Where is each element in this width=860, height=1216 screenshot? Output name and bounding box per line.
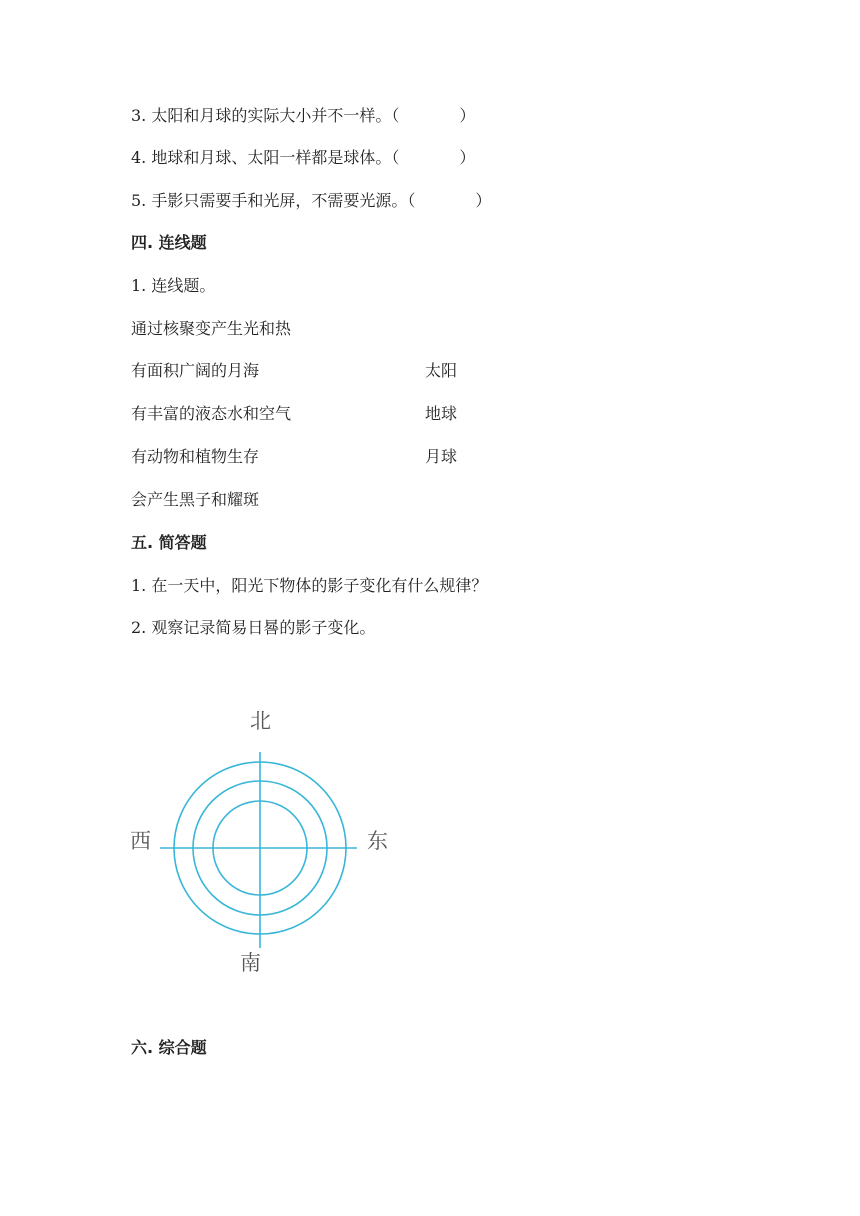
- answer-paren-close: ）: [459, 148, 476, 167]
- answer-paren-open: （: [391, 106, 400, 125]
- matching-left-item[interactable]: 会产生黑子和耀斑: [131, 490, 260, 509]
- matching-right-item[interactable]: 地球: [425, 404, 458, 423]
- direction-east-label: 东: [367, 829, 388, 853]
- answer-paren-close: ）: [459, 106, 476, 125]
- short-answer-question-1: 1. 在一天中，阳光下物体的影子变化有什么规律？: [131, 576, 488, 595]
- matching-row: [131, 404, 631, 424]
- section-heading-matching: 四. 连线题: [131, 233, 207, 252]
- question-5: [131, 191, 491, 211]
- short-answer-question-2: 2. 观察记录简易日晷的影子变化。: [131, 618, 376, 637]
- matching-left-item[interactable]: 有动物和植物生存: [131, 447, 260, 466]
- matching-question: 1. 连线题。: [131, 276, 216, 295]
- answer-paren-open: （: [407, 191, 416, 210]
- section-heading-short-answer: 五. 简答题: [131, 533, 207, 552]
- matching-row: [131, 447, 631, 467]
- matching-right-item[interactable]: 太阳: [425, 361, 458, 380]
- section-heading-comprehensive: 六. 综合题: [131, 1038, 207, 1057]
- direction-north-label: 北: [250, 709, 271, 733]
- question-text: 5. 手影只需要手和光屏，不需要光源。: [131, 191, 408, 210]
- direction-west-label: 西: [130, 829, 151, 853]
- matching-left-item[interactable]: 有丰富的液态水和空气: [131, 404, 292, 423]
- matching-left-item[interactable]: 通过核聚变产生光和热: [131, 319, 292, 338]
- question-3: [131, 106, 475, 126]
- sundial-svg: [120, 700, 420, 990]
- answer-paren-open: （: [391, 148, 400, 167]
- direction-south-label: 南: [240, 951, 261, 975]
- question-text: 4. 地球和月球、太阳一样都是球体。: [131, 148, 392, 167]
- answer-paren-close: ）: [475, 191, 492, 210]
- matching-left-item[interactable]: 有面积广阔的月海: [131, 361, 260, 380]
- matching-right-item[interactable]: 月球: [425, 447, 458, 466]
- matching-row: [131, 361, 631, 381]
- sundial-diagram: [120, 700, 420, 990]
- matching-row: [131, 490, 631, 510]
- question-text: 3. 太阳和月球的实际大小并不一样。: [131, 106, 392, 125]
- question-4: [131, 148, 475, 168]
- matching-row: [131, 319, 631, 339]
